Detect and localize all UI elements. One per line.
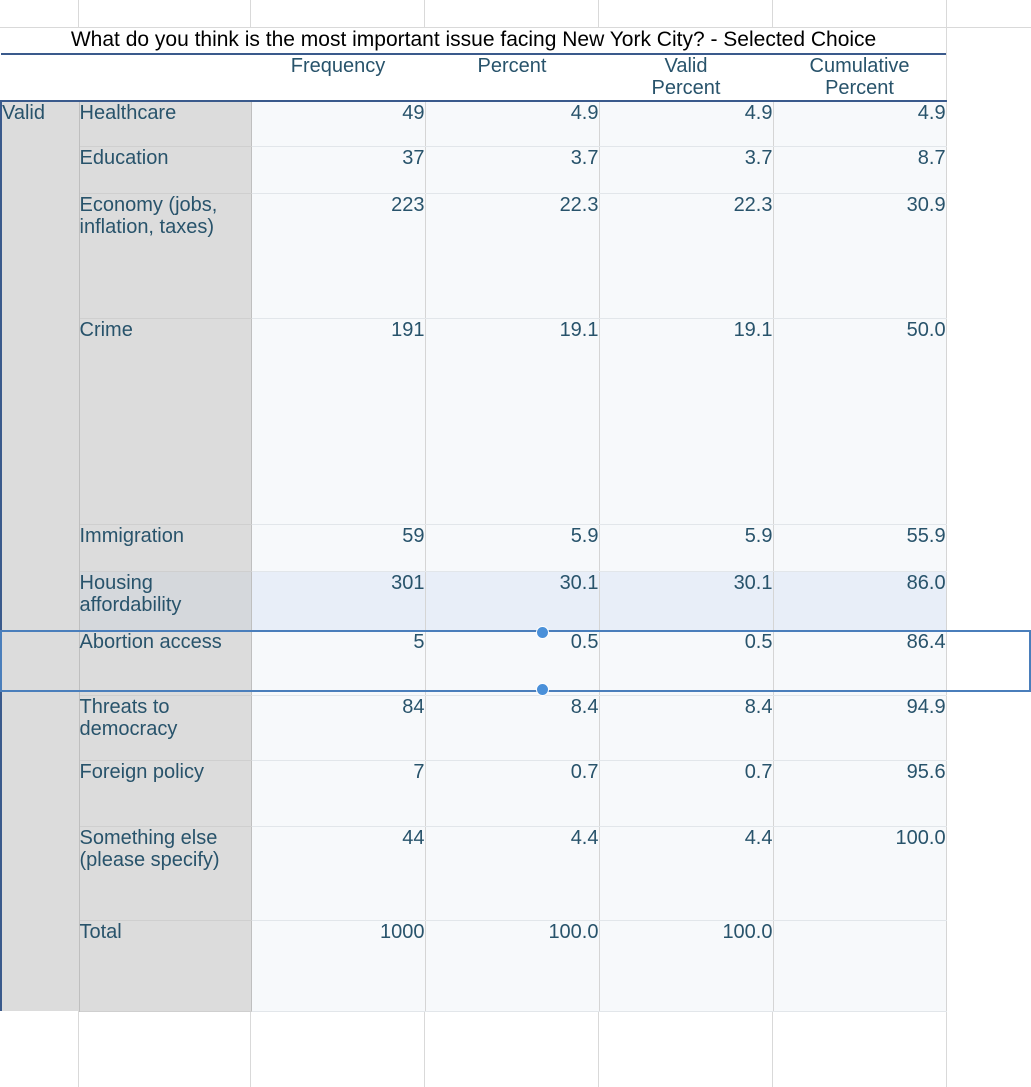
column-header-frequency: Frequency [251, 54, 425, 101]
cell-valid-percent: 4.9 [599, 101, 773, 147]
cell-cumulative-percent: 50.0 [773, 318, 946, 524]
cell-percent: 19.1 [425, 318, 599, 524]
cell-frequency: 1000 [251, 920, 425, 1011]
cell-cumulative-percent: 94.9 [773, 695, 946, 760]
cell-percent: 0.7 [425, 760, 599, 826]
cell-percent: 8.4 [425, 695, 599, 760]
table-title-row [1, 28, 946, 54]
cell-cumulative-percent: 86.0 [773, 571, 946, 630]
table-row[interactable] [1, 630, 946, 695]
cell-frequency: 37 [251, 146, 425, 193]
cell-valid-percent: 0.5 [599, 630, 773, 695]
cell-percent: 4.9 [425, 101, 599, 147]
table-row[interactable] [1, 193, 946, 318]
header-label-blank [79, 54, 251, 101]
cell-percent: 0.5 [425, 630, 599, 695]
row-label: Immigration [79, 524, 251, 571]
column-header-cumulative-percent-line1: Cumulative [809, 54, 910, 77]
row-label-total: Total [79, 920, 251, 1011]
frequency-table [0, 28, 947, 1012]
row-label: Abortion access [79, 630, 251, 695]
cell-frequency: 44 [251, 826, 425, 920]
column-header-cumulative-percent-line2: Percent [825, 77, 894, 100]
cell-valid-percent: 30.1 [599, 571, 773, 630]
column-header-valid-percent-line2: Percent [651, 77, 721, 100]
table-header-row [1, 54, 946, 101]
cell-cumulative-percent: 86.4 [773, 630, 946, 695]
cell-cumulative-percent: 8.7 [773, 146, 946, 193]
row-label: Crime [79, 318, 251, 524]
cell-percent: 30.1 [425, 571, 599, 630]
cell-cumulative-percent: 55.9 [773, 524, 946, 571]
cell-valid-percent: 5.9 [599, 524, 773, 571]
cell-percent: 100.0 [425, 920, 599, 1011]
row-group-label-valid: Valid [1, 101, 79, 1012]
table-row[interactable] [1, 101, 946, 147]
cell-cumulative-percent: 95.6 [773, 760, 946, 826]
column-header-valid-percent [599, 54, 773, 101]
cell-frequency: 191 [251, 318, 425, 524]
table-row[interactable] [1, 146, 946, 193]
row-label: Threats to democracy [79, 695, 251, 760]
cell-percent: 3.7 [425, 146, 599, 193]
column-header-cumulative-percent [773, 54, 946, 101]
column-header-percent: Percent [425, 54, 599, 101]
cell-valid-percent: 22.3 [599, 193, 773, 318]
row-label: Foreign policy [79, 760, 251, 826]
row-label: Housing affordability [79, 571, 251, 630]
table-row[interactable] [1, 760, 946, 826]
cell-valid-percent: 19.1 [599, 318, 773, 524]
row-label: Something else (please specify) [79, 826, 251, 920]
cell-frequency: 84 [251, 695, 425, 760]
cell-frequency: 7 [251, 760, 425, 826]
table-row-selected[interactable] [1, 571, 946, 630]
table-row[interactable] [1, 524, 946, 571]
cell-cumulative-percent: 30.9 [773, 193, 946, 318]
cell-valid-percent: 0.7 [599, 760, 773, 826]
row-label: Healthcare [79, 101, 251, 147]
cell-frequency: 5 [251, 630, 425, 695]
cell-frequency: 49 [251, 101, 425, 147]
cell-percent: 22.3 [425, 193, 599, 318]
cell-valid-percent: 4.4 [599, 826, 773, 920]
table-row[interactable] [1, 695, 946, 760]
cell-valid-percent: 100.0 [599, 920, 773, 1011]
table-row[interactable] [1, 826, 946, 920]
cell-cumulative-percent: 4.9 [773, 101, 946, 147]
cell-percent: 5.9 [425, 524, 599, 571]
cell-frequency: 59 [251, 524, 425, 571]
cell-percent: 4.4 [425, 826, 599, 920]
row-label: Education [79, 146, 251, 193]
header-corner-blank [1, 54, 79, 101]
table-row[interactable] [1, 318, 946, 524]
cell-valid-percent: 8.4 [599, 695, 773, 760]
cell-cumulative-percent: 100.0 [773, 826, 946, 920]
table-row-total[interactable] [1, 920, 946, 1011]
column-header-valid-percent-line1: Valid [664, 54, 708, 77]
cell-frequency: 223 [251, 193, 425, 318]
cell-valid-percent: 3.7 [599, 146, 773, 193]
frequency-table-container [0, 28, 945, 1012]
row-label: Economy (jobs, inflation, taxes) [79, 193, 251, 318]
page-title: What do you think is the most important issue facing New York City? - Selected Choice [1, 28, 946, 54]
cell-frequency: 301 [251, 571, 425, 630]
cell-cumulative-percent [773, 920, 946, 1011]
